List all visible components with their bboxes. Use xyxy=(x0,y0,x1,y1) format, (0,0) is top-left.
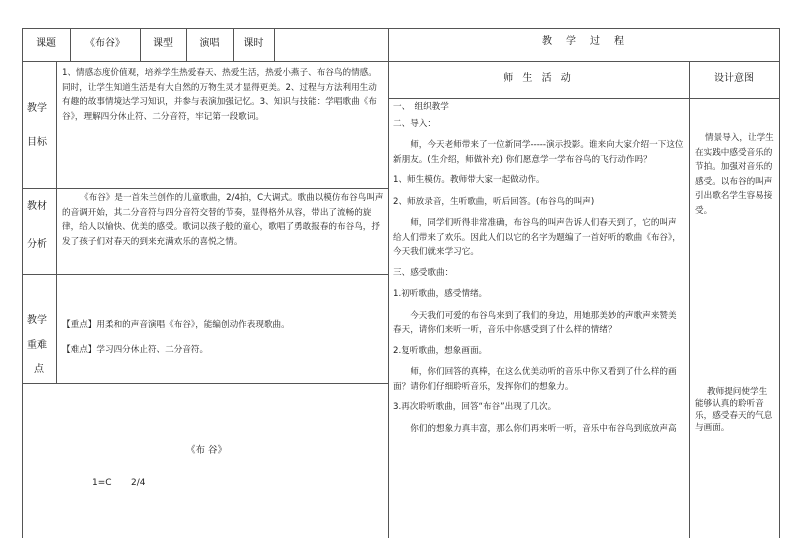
difficult-point-text: 【难点】学习四分休止符、二分音符。 xyxy=(62,345,209,355)
key-label-line-3: 点 xyxy=(34,364,44,375)
activity-line-1: 一、 组织教学 xyxy=(393,102,449,112)
activity-content xyxy=(393,100,685,436)
goals-label-line-2: 目标 xyxy=(27,137,47,148)
topic-label: 课题 xyxy=(36,38,56,49)
score-time-signature: 2/4 xyxy=(131,478,146,488)
lesson-plan-table xyxy=(22,28,780,538)
activity-line-3: 师，今天老师带来了一位新同学-----演示投影。谁来向大家介绍一下这位新朋友。(生介绍，师做补充) 你们愿意学一学布谷鸟的飞行动作吗？ xyxy=(393,140,684,165)
activity-line-11: 师，你们回答的真棒，在这么优美动听的音乐中你又看到了什么样的画面？请你们仔细聆听音乐，发挥你们的想象力。 xyxy=(393,367,677,392)
table-right-border xyxy=(779,28,780,538)
period-label: 课时 xyxy=(243,38,264,49)
row-divider-process-header xyxy=(388,98,780,99)
row-divider-analysis xyxy=(22,274,388,275)
col-divider-period-value xyxy=(274,28,275,61)
type-label: 课型 xyxy=(153,38,173,49)
score-key: 1=C xyxy=(92,478,112,488)
goals-label-line-1: 教学 xyxy=(27,103,47,114)
row-divider-keypoints xyxy=(22,383,388,384)
table-top-border xyxy=(22,28,780,29)
row-divider-header xyxy=(22,61,780,62)
col-divider-left-right xyxy=(388,28,389,538)
activity-line-7: 三、感受歌曲： xyxy=(393,267,454,278)
activity-line-13: 你们的想象力真丰富，那么你们再来听一听，音乐中布谷鸟到底放声高 xyxy=(393,423,677,434)
analysis-label-line-2: 分析 xyxy=(27,239,47,250)
activity-header: 师 生 活 动 xyxy=(503,73,574,84)
activity-line-12: 3.再次聆听歌曲，回答“布谷”出现了几次。 xyxy=(393,402,557,412)
goals-text: 1、情感态度价值观，培养学生热爱春天、热爱生活，热爱小燕子、布谷鸟的情感。同时，让学生知道生活是有大自然的万物生灵才显得更美。2、过程与方法利用生动有趣的故事情境达学习知识，并参与表演加强记忆。3、知识与技能：学唱歌曲《布谷》，理解四分休止符、二分音符，牢记第一段歌词。 xyxy=(62,68,377,122)
analysis-text: 《布谷》是一首朱兰创作的儿童歌曲，2/4拍，C大调式。歌曲以模仿布谷鸟叫声的音调开始，其二分音符与四分音符交替的节奏，显得格外从容，带出了流畅的旋律，给人以愉快、优美的感受。歌词以孩子般的童心，歌唱了勇敢报春的布谷鸟，抒发了孩子们对春天的到来充满欢乐的喜悦之情。 xyxy=(62,193,384,247)
score-title: 《布 谷》 xyxy=(186,445,228,456)
intent-text-2: 教师提问使学生能够认真的聆听音乐，感受春天的气息与画面。 xyxy=(695,387,773,433)
key-label-line-1: 教学 xyxy=(27,315,47,326)
row-divider-goals xyxy=(22,188,388,189)
key-label-line-2: 重难 xyxy=(27,340,47,351)
activity-line-4: 1、师生模仿。教师带大家一起做动作。 xyxy=(393,175,545,185)
activity-line-2: 二、导入： xyxy=(393,118,436,129)
activity-line-6: 师，同学们听得非常准确，布谷鸟的叫声告诉人们春天到了，它的叫声给人们带来了欢乐。因此人们以它的名字为题编了一首好听的歌曲《布谷》，今天我们就来学习它。 xyxy=(393,218,681,257)
type-value: 演唱 xyxy=(199,38,220,49)
activity-line-8: 1.初听歌曲，感受情绪。 xyxy=(393,289,488,299)
activity-line-10: 2.复听歌曲，想象画面。 xyxy=(393,345,488,356)
table-left-border xyxy=(22,28,23,538)
activity-line-9: 今天我们可爱的布谷鸟来到了我们的身边，用她那美妙的声歌声来赞美春天，请你们来听一听，音乐中你感受到了什么样的情绪？ xyxy=(393,310,677,335)
process-title: 教 学 过 程 xyxy=(542,36,626,47)
intent-header: 设计意图 xyxy=(714,73,754,84)
intent-text-1: 情景导入，让学生在实践中感受音乐的节拍。加强对音乐的感受。以布谷的叫声引出歌名学生容易接受。 xyxy=(695,133,774,216)
key-point-text: 【重点】用柔和的声音演唱《布谷》，能编创动作表现歌曲。 xyxy=(62,320,290,330)
col-divider-label-column xyxy=(56,61,57,383)
col-divider-activity-intent xyxy=(689,61,690,538)
topic-value: 《布谷》 xyxy=(85,38,125,49)
activity-line-5: 2、师放录音，生听歌曲，听后回答。(布谷鸟的叫声) xyxy=(393,196,595,207)
analysis-label-line-1: 教材 xyxy=(27,201,47,212)
